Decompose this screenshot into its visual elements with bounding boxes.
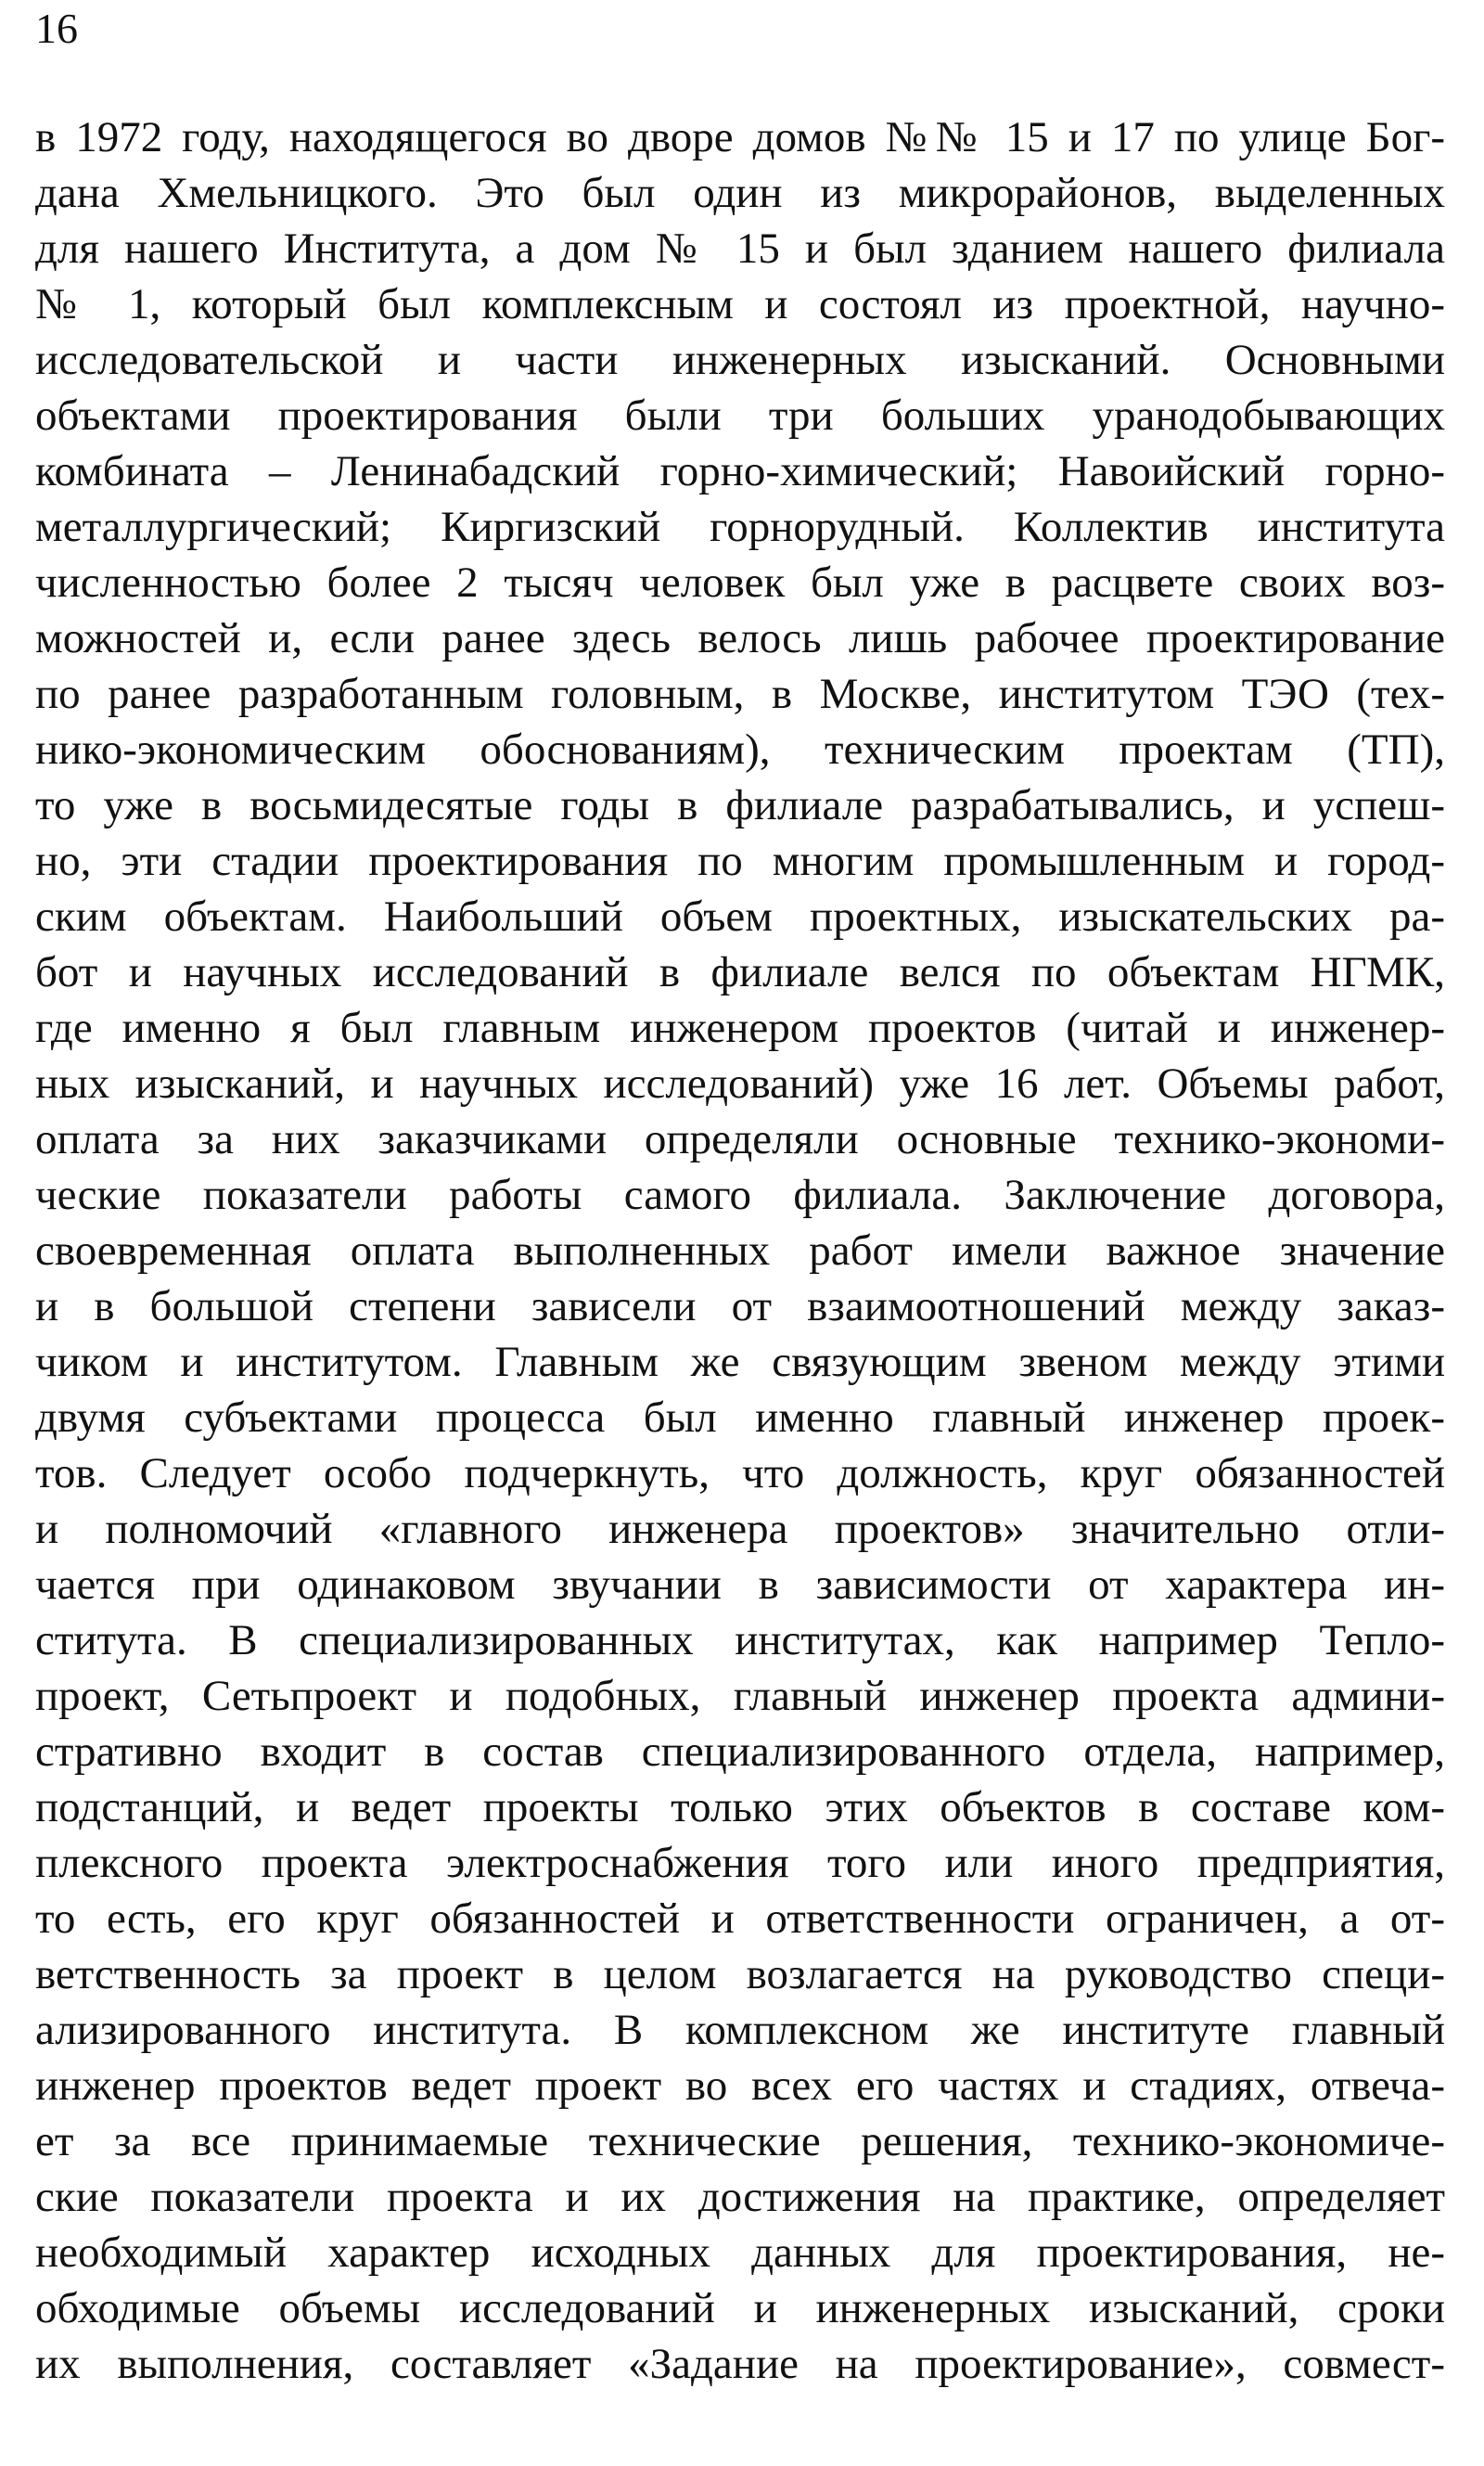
text-line: оплата за них заказчиками определяли основные технико-экономи-: [35, 1115, 1445, 1163]
text-line: ализированного института. В комплексном же институте главный: [35, 2006, 1445, 2054]
text-line: и в большой степени зависели от взаимоотношений между заказ-: [35, 1282, 1445, 1330]
text-line: можностей и, если ранее здесь велось лишь рабочее проектирование: [35, 614, 1445, 662]
text-line: то есть, его круг обязанностей и ответственности ограничен, а от-: [35, 1894, 1445, 1943]
text-line: тов. Следует особо подчеркнуть, что должность, круг обязанностей: [35, 1449, 1445, 1497]
text-line: металлургический; Киргизский горнорудный. Коллектив института: [35, 503, 1445, 551]
text-line: ветственность за проект в целом возлагается на руководство специ-: [35, 1950, 1445, 1998]
text-line: плексного проекта электроснабжения того или иного предприятия,: [35, 1839, 1445, 1887]
text-line: обходимые объемы исследований и инженерных изысканий, сроки: [35, 2284, 1445, 2332]
text-line: для нашего Института, а дом № 15 и был зданием нашего филиала: [35, 225, 1445, 273]
text-line: исследовательской и части инженерных изысканий. Основными: [35, 336, 1445, 384]
text-line: дана Хмельницкого. Это был один из микрорайонов, выделенных: [35, 169, 1445, 217]
text-line: ские показатели проекта и их достижения на практике, определяет: [35, 2173, 1445, 2221]
text-line: проект, Сетьпроект и подобных, главный инженер проекта админи-: [35, 1672, 1445, 1720]
text-line: чиком и институтом. Главным же связующим звеном между этими: [35, 1338, 1445, 1386]
text-line: комбината – Ленинабадский горно-химический; Навоийский горно-: [35, 447, 1445, 495]
text-line: то уже в восьмидесятые годы в филиале разрабатывались, и успеш-: [35, 781, 1445, 829]
text-line: но, эти стадии проектирования по многим промышленным и город-: [35, 837, 1445, 885]
text-line: ческие показатели работы самого филиала. Заключение договора,: [35, 1171, 1445, 1219]
text-line: нико-экономическим обоснованиям), техническим проектам (ТП),: [35, 726, 1445, 774]
text-line: двумя субъектами процесса был именно главный инженер проек-: [35, 1394, 1445, 1442]
text-line: численностью более 2 тысяч человек был уже в расцвете своих воз-: [35, 559, 1445, 607]
text-line: ским объектам. Наибольший объем проектных, изыскательских ра-: [35, 893, 1445, 941]
text-line: ных изысканий, и научных исследований) уже 16 лет. Объемы работ,: [35, 1060, 1445, 1108]
text-line: и полномочий «главного инженера проектов» значительно отли-: [35, 1505, 1445, 1553]
text-line: по ранее разработанным головным, в Москве, институтом ТЭО (тех-: [35, 670, 1445, 718]
text-line: в 1972 году, находящегося во дворе домов №№ 15 и 17 по улице Бог-: [35, 113, 1445, 161]
text-line: их выполнения, составляет «Задание на проектирование», совмест-: [35, 2340, 1445, 2388]
text-line: № 1, который был комплексным и состоял из проектной, научно-: [35, 280, 1445, 328]
text-line: бот и научных исследований в филиале велся по объектам НГМК,: [35, 948, 1445, 996]
text-line: стративно входит в состав специализированного отдела, например,: [35, 1727, 1445, 1776]
text-line: необходимый характер исходных данных для проектирования, не-: [35, 2228, 1445, 2277]
text-line: ститута. В специализированных институтах, как например Тепло-: [35, 1616, 1445, 1664]
text-line: подстанций, и ведет проекты только этих объектов в составе ком-: [35, 1783, 1445, 1831]
text-line: объектами проектирования были три больших уранодобывающих: [35, 392, 1445, 440]
text-line: инженер проектов ведет проект во всех его частях и стадиях, отвеча-: [35, 2061, 1445, 2110]
text-line: ет за все принимаемые технические решения, технико-экономиче-: [35, 2117, 1445, 2165]
text-line: где именно я был главным инженером проектов (читай и инженер-: [35, 1004, 1445, 1052]
page-number: 16: [35, 5, 78, 52]
text-line: чается при одинаковом звучании в зависимости от характера ин-: [35, 1561, 1445, 1609]
text-line: своевременная оплата выполненных работ имели важное значение: [35, 1227, 1445, 1275]
body-text: [35, 109, 1445, 2392]
